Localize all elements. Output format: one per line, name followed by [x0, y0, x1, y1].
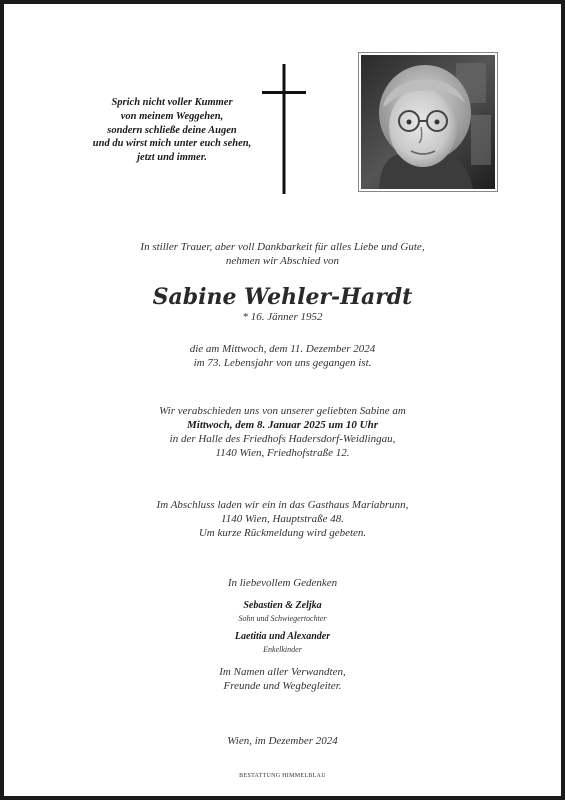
poem-line: sondern schließe deine Augen — [107, 124, 237, 136]
closing-line: Im Namen aller Verwandten, — [219, 666, 346, 678]
undertaker-name: BESTATTUNG HIMMELBLAU — [239, 773, 326, 779]
place-date — [4, 734, 561, 748]
death-line: im 73. Lebensjahr von uns gegangen ist. — [193, 357, 372, 369]
closing-line: Freunde und Wegbegleiter. — [223, 680, 342, 692]
poem-line: jetzt und immer. — [137, 152, 207, 164]
poem-line: und du wirst mich unter euch sehen, — [92, 138, 252, 150]
poem — [72, 96, 272, 165]
funeral-line: Wir verabschieden uns von unserer geliebten Sabine am — [159, 405, 406, 417]
mourners — [4, 576, 561, 693]
deceased-name: Sabine Wehler-Hardt — [152, 284, 413, 310]
reception-line: Um kurze Rückmeldung wird gebeten. — [198, 527, 367, 539]
mourner-names: Laetitia und Alexander — [234, 631, 331, 642]
poem-line: Sprich nicht voller Kummer — [111, 97, 233, 108]
funeral-info — [4, 404, 561, 460]
mourner-relation: Enkelkinder — [263, 645, 302, 654]
intro-line: nehmen wir Abschied von — [225, 255, 340, 267]
undertaker — [4, 772, 561, 780]
reception-info — [4, 498, 561, 540]
funeral-line: in der Halle des Friedhofs Hadersdorf-Weidlingau, — [169, 433, 396, 445]
portrait-frame — [358, 52, 498, 192]
deceased-block — [4, 284, 561, 324]
place-date-line: Wien, im Dezember 2024 — [227, 735, 338, 747]
portrait-photo — [361, 55, 495, 189]
mourner-relation: Sohn und Schwiegertochter — [238, 614, 327, 623]
reception-line: Im Abschluss laden wir ein in das Gasthaus Mariabrunn, — [156, 499, 409, 511]
death-line: die am Mittwoch, dem 11. Dezember 2024 — [189, 343, 376, 355]
death-info — [4, 342, 561, 370]
cross-icon — [262, 64, 306, 194]
reception-line: 1140 Wien, Hauptstraße 48. — [221, 513, 344, 525]
funeral-address: 1140 Wien, Friedhofstraße 12. — [215, 447, 350, 459]
birth-date: * 16. Jänner 1952 — [242, 311, 323, 323]
mourners-heading: In liebevollem Gedenken — [227, 577, 338, 589]
intro-line: In stiller Trauer, aber voll Dankbarkeit für alles Liebe und Gute, — [140, 241, 425, 253]
intro — [4, 240, 561, 268]
funeral-date: Mittwoch, dem 8. Januar 2025 um 10 Uhr — [186, 419, 378, 431]
poem-line: von meinem Weggehen, — [120, 110, 224, 122]
mourner-names: Sebastien & Zeljka — [243, 600, 322, 611]
